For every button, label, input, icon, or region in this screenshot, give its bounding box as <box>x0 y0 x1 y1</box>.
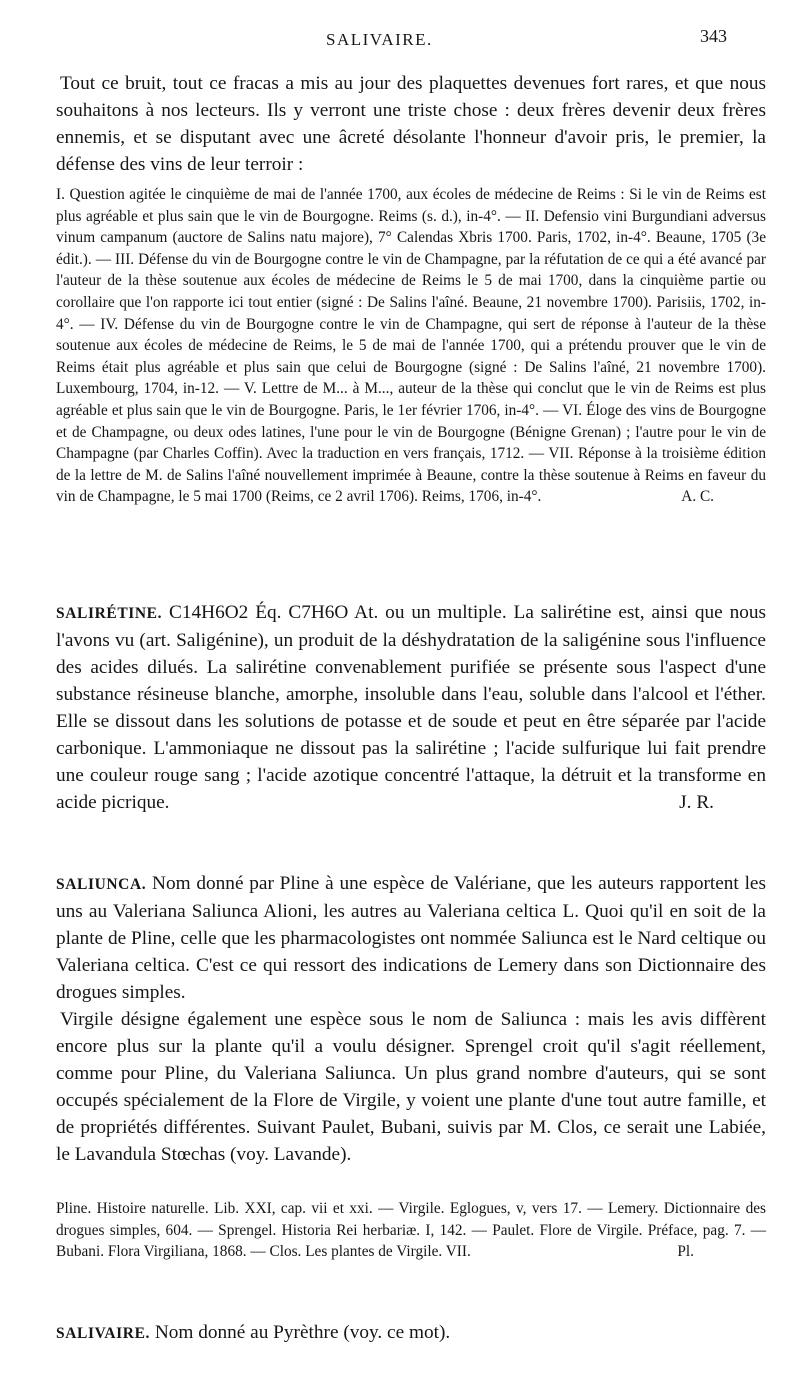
bibliography-text: I. Question agitée le cinquième de mai de l'année 1700, aux écoles de médecine de Reims : Si le vin de Reims est plus agréable et plus sain que le vin de Bourgogne. Reims (s. d.), in-4°. — II. Defensio vini Burgundiani adversus vinum campanum (auctore de Salins natu majore), 7° Calendas Xbris 1700. Paris, 1702, in-4°. Beaune, 1705 (3e édit.). — III. Défense du vin de Bourgogne contre le vin de Champagne, par la réfutation de ce qui a été avancé par l'auteur de la thèse soutenue aux écoles de médecine de Reims le 5 de mai 1700, dans la cinquième partie ou corollaire que l'on rapporte ici tout entier (signé : De Salins l'aîné. Beaune, 21 novembre 1700). Parisiis, 1702, in-4°. — IV. Défense du vin de Bourgogne contre le vin de Champagne, qui sert de réponse à l'auteur de la thèse soutenue aux écoles de médecine de Reims, le 5 de mai de l'année 1700, qui a prétendu prouver que le vin de Reims était plus agréable et plus sain que celui de Bourgogne (signé : De Salins l'aîné, 21 novembre 1700). Luxembourg, 1704, in-12. — V. Lettre de M... à M..., auteur de la thèse qui conclut que le vin de Reims est plus agréable et plus sain que le vin de Bourgogne. Paris, le 1er février 1706, in-4°. — VI. Éloge des vins de Bourgogne et de Champagne, ou deux odes latines, l'une pour le vin de Bourgogne (Bénigne Grenan) ; l'autre pour le vin de Champagne (par Charles Coffin). Avec la traduction en vers français, 1712. — VII. Réponse à la troisième édition de la lettre de M. de Salins l'aîné nouvellement imprimée à Beaune, contre la thèse soutenue à Reims en faveur du vin de Champagne, le 5 mai 1700 (Reims, ce 2 avril 1706). Reims, 1706, in-4°. <box>56 186 766 506</box>
signature-pl: Pl. <box>677 1243 694 1261</box>
entry-saliunca-text-1: Nom donné par Pline à une espèce de Valériane, que les auteurs rapportent les uns au Valeriana Saliunca Alioni, les autres au Valeriana celtica L. Quoi qu'il en soit de la plante de Pline, celle que les pharmacologistes ont nommée Saliunca est le Nard celtique ou Valeriana celtica. C'est ce qui ressort des indications de Lemery dans son Dictionnaire des drogues simples. <box>56 873 766 1003</box>
entry-saliretine-text: C14H6O2 Éq. C7H6O At. ou un multiple. La salirétine est, ainsi que nous l'avons vu (art. Saligénine), un produit de la déshydratation de la saligénine sous l'influence des acides dilués. La salirétine convenablement purifiée se présente sous l'aspect d'une substance résineuse blanche, amorphe, insoluble dans l'eau, soluble dans l'alcool et l'éther. Elle se dissout dans les solutions de potasse et de soude et peut en être séparée par l'acide carbonique. L'ammoniaque ne dissout pas la salirétine ; l'acide sulfurique lui fait prendre une couleur rouge sang ; l'acide azotique concentré l'attaque, la détruit et la transforme en acide picrique. <box>56 602 767 813</box>
bibliography-text: Pline. Histoire naturelle. Lib. XXI, cap. vii et xxi. — Virgile. Eglogues, v, vers 17. — Lemery. Dictionnaire des drogues simples, 604. — Sprengel. Historia Rei herbariæ. I, 142. — Paulet. Flore de Virgile. Préface, pag. 7. — Bubani. Flora Virgiliana, 1868. — Clos. Les plantes de Virgile. VII. <box>56 1200 766 1261</box>
headword-saliunca: SALIUNCA. <box>56 876 147 893</box>
entry-salivaire <box>56 1319 766 1347</box>
bibliography-block-2 <box>56 1198 766 1263</box>
entry-salivaire-text: Nom donné au Pyrèthre (voy. ce mot). <box>154 1322 451 1343</box>
entry-saliretine <box>56 599 766 816</box>
running-title: SALIVAIRE. <box>326 30 433 49</box>
signature-jr: J. R. <box>679 792 714 813</box>
running-head <box>0 26 800 56</box>
page-number: 343 <box>700 26 727 46</box>
signature-ac: A. C. <box>681 488 714 506</box>
intro-paragraph: Tout ce bruit, tout ce fracas a mis au jour des plaquettes devenues fort rares, et que nous souhaitons à nos lecteurs. Ils y verront une triste chose : deux frères devenir deux frères ennemis, et se disputant avec une âcreté désolante l'honneur d'avoir pris, le premier, la défense des vins de leur terroir : <box>56 73 766 175</box>
entry-saliunca <box>56 870 766 1168</box>
headword-saliretine: SALIRÉTINE. <box>56 605 163 622</box>
entry-saliunca-paragraph-1 <box>56 870 766 1006</box>
entry-saliunca-paragraph-2: Virgile désigne également une espèce sous le nom de Saliunca : mais les avis diffèrent encore plus sur la plante qu'il a voulu désigner. Sprengel croit qu'il s'agit réellement, comme pour Pline, du Valeriana Saliunca. Un plus grand nombre d'auteurs, qui se sont occupés spécialement de la Flore de Virgile, y voient une plante d'une tout autre famille, et de propriétés différentes. Suivant Paulet, Bubani, suivis par M. Clos, ce serait une Labiée, le Lavandula Stœchas (voy. Lavande). <box>56 1009 766 1165</box>
bibliography-block-1 <box>56 184 766 508</box>
headword-salivaire: SALIVAIRE. <box>56 1325 151 1342</box>
